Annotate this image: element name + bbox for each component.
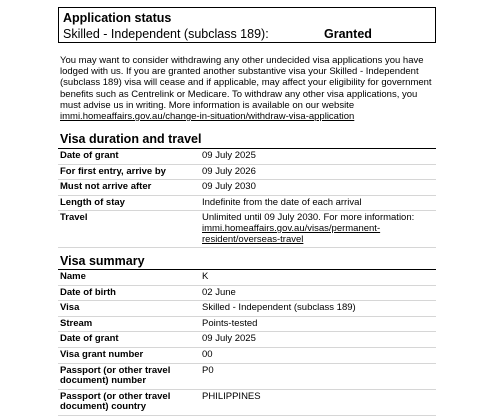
row-label: Passport (or other travel document) country [58,389,198,415]
row-value: 09 July 2025 [198,149,436,164]
overseas-travel-link[interactable]: immi.homeaffairs.gov.au/visas/permanent-resident/overseas-travel [202,222,381,245]
visa-summary-heading: Visa summary [60,254,145,268]
table-row [58,285,436,301]
table-row [58,164,436,180]
table-row [58,363,436,389]
travel-value [198,211,436,248]
row-label: Date of grant [58,149,198,164]
row-value: 09 July 2030 [198,180,436,196]
row-label: Visa [58,301,198,317]
table-row [58,195,436,211]
intro-paragraph [60,55,440,122]
row-value: 02 June [198,285,436,301]
intro-text: You may want to consider withdrawing any other undecided visa applications you have lodged with us. If you are granted another substantive visa your Skilled - Independent (subclass 189) visa will cease and if applicable, may affect your eligibility for government benefits such as Centrelink or Medicare. To withdraw any other visa applications, you must advise us in writing. More information is available on our website [60,55,432,111]
row-value: Points-tested [198,316,436,332]
table-row [58,332,436,348]
row-value: Indefinite from the date of each arrival [198,195,436,211]
table-row [58,316,436,332]
status-value: Granted [324,27,372,41]
row-label: For first entry, arrive by [58,164,198,180]
visa-duration-table [58,149,436,248]
table-row [58,211,436,248]
withdraw-application-link[interactable]: immi.homeaffairs.gov.au/change-in-situation/withdraw-visa-application [60,111,355,123]
table-row [58,149,436,164]
status-title: Application status [63,11,172,25]
row-label: Date of birth [58,285,198,301]
application-status-box [58,7,436,43]
row-label: Must not arrive after [58,180,198,196]
visa-duration-heading: Visa duration and travel [60,132,202,146]
row-value: K [198,270,436,285]
row-value: 00 [198,347,436,363]
status-visa-class: Skilled - Independent (subclass 189): [63,27,269,41]
table-row [58,180,436,196]
row-label: Stream [58,316,198,332]
row-label: Date of grant [58,332,198,348]
table-row [58,301,436,317]
visa-summary-table [58,270,436,416]
row-label: Name [58,270,198,285]
row-value: 09 July 2026 [198,164,436,180]
travel-text: Unlimited until 09 July 2030. For more information: [202,212,415,224]
row-label: Visa grant number [58,347,198,363]
table-row [58,270,436,285]
row-label: Passport (or other travel document) number [58,363,198,389]
row-label: Travel [58,211,198,248]
row-label: Length of stay [58,195,198,211]
row-value: PHILIPPINES [198,389,436,415]
table-row [58,389,436,415]
row-value: Skilled - Independent (subclass 189) [198,301,436,317]
row-value: 09 July 2025 [198,332,436,348]
row-value: P0 [198,363,436,389]
table-row [58,347,436,363]
